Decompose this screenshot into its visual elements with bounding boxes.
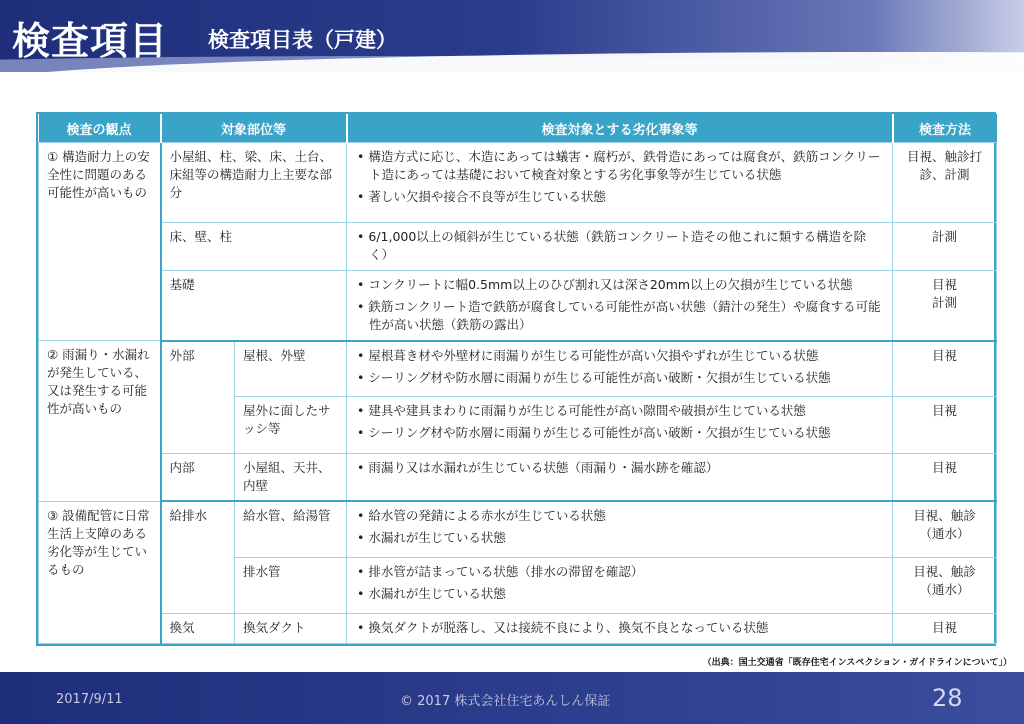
source-note: （出典：国土交通省「既存住宅インスペクション・ガイドラインについて」） (702, 658, 1012, 668)
page-title: 検査項目 (12, 19, 169, 63)
defect-item: • 水漏れが生じている状態 (357, 585, 506, 601)
defect-item: • コンクリートに幅0.5mm以上のひび割れ又は深さ20mm以上の欠損が生じている状態 (357, 277, 853, 293)
table-row (39, 341, 997, 397)
defect-cell (347, 613, 893, 643)
method-line: 目視 (932, 277, 958, 293)
defect-cell (347, 341, 893, 397)
part-cell: 床、壁、柱 (161, 223, 347, 271)
part-cell: 排水管 (235, 557, 347, 613)
location-cell: 内部 (161, 453, 235, 501)
method-cell: 目視 (893, 453, 997, 501)
part-cell: 基礎 (161, 271, 347, 341)
method-cell: 目視、触診（通水） (893, 557, 997, 613)
defect-cell (347, 143, 893, 223)
table-header-row (39, 114, 997, 143)
table-row (39, 271, 997, 341)
table-row (39, 453, 997, 501)
viewpoint-cell: ③ 設備配管に日常生活上支障のある劣化等が生じているもの (39, 501, 161, 643)
defect-item: • 屋根葺き材や外壁材に雨漏りが生じる可能性が高い欠損やずれが生じている状態 (357, 347, 819, 363)
table-row (39, 501, 997, 557)
col-header-method: 検査方法 (893, 114, 997, 143)
table-row (39, 223, 997, 271)
defect-item: • シーリング材や防水層に雨漏りが生じる可能性が高い破断・欠損が生じている状態 (357, 369, 831, 385)
defect-item: • 排水管が詰まっている状態（排水の滞留を確認） (357, 563, 644, 579)
defect-cell (347, 271, 893, 341)
defect-item: • シーリング材や防水層に雨漏りが生じる可能性が高い破断・欠損が生じている状態 (357, 425, 831, 441)
defect-cell (347, 557, 893, 613)
defect-item: • 鉄筋コンクリート造で鉄筋が腐食している可能性が高い状態（錆汁の発生）や腐食する可能性が高い状態（鉄筋の露出） (357, 299, 881, 333)
defect-item: • 換気ダクトが脱落し、又は接続不良により、換気不良となっている状態 (357, 619, 769, 635)
footer-copyright: © 2017 株式会社住宅あんしん保証 (400, 694, 611, 709)
method-cell: 目視 (893, 397, 997, 453)
footer-date: 2017/9/11 (56, 692, 123, 707)
method-cell: 目視、触診打診、計測 (893, 143, 997, 223)
viewpoint-cell: ① 構造耐力上の安全性に問題のある可能性が高いもの (39, 143, 161, 341)
page-number: 28 (932, 684, 963, 712)
method-cell: 目視、触診（通水） (893, 501, 997, 557)
method-cell (893, 271, 997, 341)
inspection-table (36, 112, 996, 646)
method-cell: 計測 (893, 223, 997, 271)
defect-cell (347, 453, 893, 501)
defect-item: • 建具や建具まわりに雨漏りが生じる可能性が高い隙間や破損が生じている状態 (357, 403, 806, 419)
part-cell: 屋根、外壁 (235, 341, 347, 397)
location-cell: 給排水 (161, 501, 235, 613)
location-cell: 外部 (161, 341, 235, 453)
part-cell: 屋外に面したサッシ等 (235, 397, 347, 453)
part-cell: 給水管、給湯管 (235, 501, 347, 557)
col-header-defect: 検査対象とする劣化事象等 (347, 114, 893, 143)
defect-item: • 雨漏り又は水漏れが生じている状態（雨漏り・漏水跡を確認） (357, 459, 719, 475)
method-cell: 目視 (893, 341, 997, 397)
part-cell: 小屋組、柱、梁、床、土台、床組等の構造耐力上主要な部分 (161, 143, 347, 223)
defect-item: • 6/1,000以上の傾斜が生じている状態（鉄筋コンクリート造その他これに類する構造を除く） (357, 229, 867, 263)
method-cell: 目視 (893, 613, 997, 643)
defect-item: • 水漏れが生じている状態 (357, 530, 506, 546)
defect-cell (347, 501, 893, 557)
method-line: 計測 (932, 295, 958, 311)
part-cell: 換気ダクト (235, 613, 347, 643)
defect-cell (347, 223, 893, 271)
defect-item: • 給水管の発錆による赤水が生じている状態 (357, 508, 606, 524)
col-header-viewpoint: 検査の観点 (39, 114, 161, 143)
location-cell: 換気 (161, 613, 235, 643)
defect-item: • 著しい欠損や接合不良等が生じている状態 (357, 189, 606, 205)
part-cell: 小屋組、天井、内壁 (235, 453, 347, 501)
defect-item: • 構造方式に応じ、木造にあっては蟻害・腐朽が、鉄骨造にあっては腐食が、鉄筋コンクリート造にあっては基礎において検査対象とする劣化事象等が生じている状態 (357, 149, 881, 183)
table-row (39, 613, 997, 643)
col-header-part: 対象部位等 (161, 114, 347, 143)
defect-cell (347, 397, 893, 453)
viewpoint-cell: ② 雨漏り・水漏れが発生している、又は発生する可能性が高いもの (39, 341, 161, 501)
table-row (39, 143, 997, 223)
page-subtitle: 検査項目表（戸建） (208, 28, 397, 52)
